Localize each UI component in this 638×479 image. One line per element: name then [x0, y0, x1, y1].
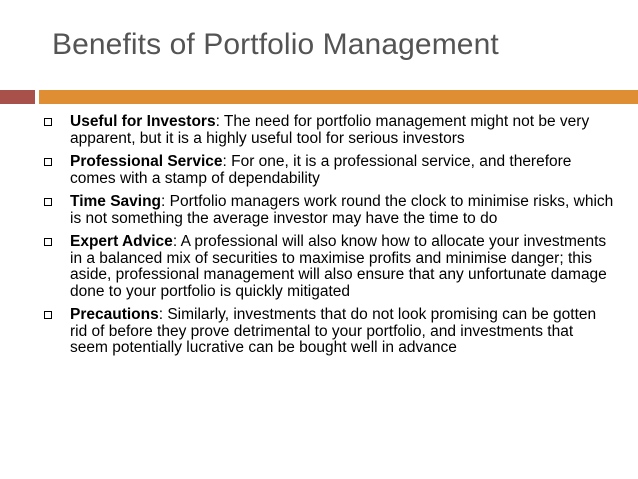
bullet-term: Professional Service	[70, 153, 223, 170]
bullet-term: Useful for Investors	[70, 113, 216, 130]
bullet-text: : A professional will also know how to allocate your investments in a balanced mix of securities to maximise profits and minimise danger; this aside, professional management will also ensure that any unfortunate damage done to your portfolio is quickly mitigated	[70, 233, 607, 300]
bullet-item-useful-for-investors	[44, 114, 614, 147]
bullet-term: Expert Advice	[70, 233, 173, 250]
square-box-icon	[44, 118, 52, 126]
bullet-term: Precautions	[70, 306, 159, 323]
bullet-text: : Portfolio managers work round the clock to minimise risks, which is not something the average investor may have the time to do	[70, 193, 614, 227]
title-accent-block	[0, 90, 35, 104]
square-box-icon	[44, 238, 52, 246]
bullet-term: Time Saving	[70, 193, 162, 210]
bullet-list	[44, 114, 614, 364]
square-box-icon	[44, 158, 52, 166]
bullet-item-professional-service	[44, 154, 614, 187]
square-box-icon	[44, 311, 52, 319]
bullet-text: : The need for portfolio management might not be very apparent, but it is a highly useful tool for serious investors	[70, 113, 590, 147]
bullet-item-time-saving	[44, 194, 614, 227]
title-underline-bar	[39, 90, 638, 104]
bullet-text: : Similarly, investments that do not look promising can be gotten rid of before they prove detrimental to your portfolio, and investments that seem potentially lucrative can be bought well in advance	[70, 306, 597, 356]
square-box-icon	[44, 198, 52, 206]
bullet-item-expert-advice	[44, 234, 614, 300]
bullet-item-precautions	[44, 307, 614, 357]
slide-title: Benefits of Portfolio Management	[52, 28, 499, 61]
bullet-text: : For one, it is a professional service, and therefore comes with a stamp of dependability	[70, 153, 572, 187]
